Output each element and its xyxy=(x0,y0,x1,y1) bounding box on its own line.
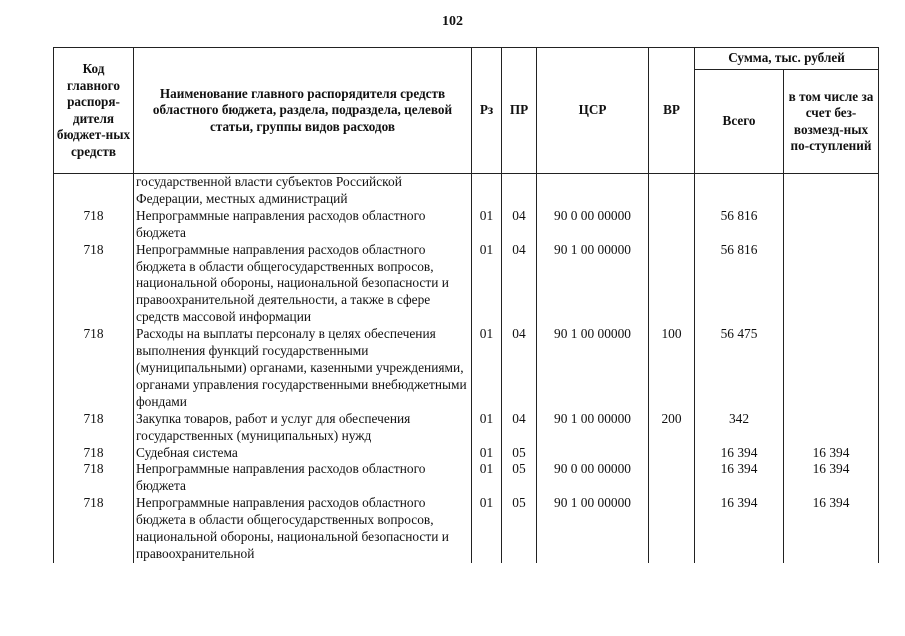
row-code: 718 xyxy=(54,411,134,445)
row-total: 16 394 xyxy=(695,495,784,563)
row-total: 56 475 xyxy=(695,326,784,411)
row-name: Непрограммные направления расходов областного бюджета в области общегосударственных вопросов, национальной обороны, национальной безопасности и правоохранительной xyxy=(134,495,472,563)
row-pr: 04 xyxy=(502,242,537,327)
row-code: 718 xyxy=(54,461,134,495)
row-csr: 90 1 00 00000 xyxy=(537,411,649,445)
row-code: 718 xyxy=(54,208,134,242)
row-total: 16 394 xyxy=(695,445,784,462)
table-header xyxy=(54,48,879,174)
row-free xyxy=(784,208,879,242)
row-csr: 90 1 00 00000 xyxy=(537,326,649,411)
row-rz: 01 xyxy=(472,326,502,411)
row-free: 16 394 xyxy=(784,445,879,462)
row-vr: 200 xyxy=(649,411,695,445)
header-csr: ЦСР xyxy=(537,48,649,174)
row-pr: 04 xyxy=(502,208,537,242)
row-rz xyxy=(472,174,502,208)
row-name: Судебная система xyxy=(134,445,472,462)
row-pr: 05 xyxy=(502,461,537,495)
row-vr xyxy=(649,461,695,495)
row-name: Непрограммные направления расходов областного бюджета xyxy=(134,208,472,242)
header-vr: ВР xyxy=(649,48,695,174)
row-total xyxy=(695,174,784,208)
row-vr xyxy=(649,495,695,563)
row-vr xyxy=(649,242,695,327)
row-name: Расходы на выплаты персоналу в целях обеспечения выполнения функций государственными (муниципальными) органами, казенными учреждениями, органами управления государственными внебюджетными фондами xyxy=(134,326,472,411)
row-code: 718 xyxy=(54,445,134,462)
row-free: 16 394 xyxy=(784,495,879,563)
row-csr: 90 1 00 00000 xyxy=(537,242,649,327)
table-row xyxy=(54,411,879,445)
table-row xyxy=(54,326,879,411)
row-csr xyxy=(537,445,649,462)
row-total: 342 xyxy=(695,411,784,445)
row-free: 16 394 xyxy=(784,461,879,495)
table-row xyxy=(54,495,879,563)
header-total: Всего xyxy=(695,70,784,174)
row-pr xyxy=(502,174,537,208)
row-csr: 90 0 00 00000 xyxy=(537,208,649,242)
row-free xyxy=(784,242,879,327)
row-rz: 01 xyxy=(472,461,502,495)
table-body xyxy=(54,174,879,563)
row-code xyxy=(54,174,134,208)
row-name: государственной власти субъектов Российской Федерации, местных администраций xyxy=(134,174,472,208)
row-vr: 100 xyxy=(649,326,695,411)
row-code: 718 xyxy=(54,326,134,411)
header-rz: Рз xyxy=(472,48,502,174)
table-row xyxy=(54,242,879,327)
row-name: Закупка товаров, работ и услуг для обеспечения государственных (муниципальных) нужд xyxy=(134,411,472,445)
header-free: в том числе за счет без-возмезд-ных по-ступлений xyxy=(784,70,879,174)
row-free xyxy=(784,174,879,208)
row-csr: 90 0 00 00000 xyxy=(537,461,649,495)
page-number: 102 xyxy=(442,14,463,29)
row-free xyxy=(784,411,879,445)
row-csr xyxy=(537,174,649,208)
header-sum: Сумма, тыс. рублей xyxy=(695,48,879,70)
row-pr: 04 xyxy=(502,326,537,411)
row-rz: 01 xyxy=(472,242,502,327)
row-total: 16 394 xyxy=(695,461,784,495)
row-pr: 05 xyxy=(502,495,537,563)
row-rz: 01 xyxy=(472,495,502,563)
row-total: 56 816 xyxy=(695,208,784,242)
row-pr: 05 xyxy=(502,445,537,462)
table-row xyxy=(54,461,879,495)
row-code: 718 xyxy=(54,242,134,327)
row-name: Непрограммные направления расходов областного бюджета xyxy=(134,461,472,495)
header-code: Код главного распоря-дителя бюджет-ных средств xyxy=(54,48,134,174)
row-free xyxy=(784,326,879,411)
table-row xyxy=(54,174,879,208)
table-row xyxy=(54,208,879,242)
header-name: Наименование главного распорядителя средств областного бюджета, раздела, подраздела, целевой статьи, группы видов расходов xyxy=(134,48,472,174)
row-total: 56 816 xyxy=(695,242,784,327)
table-row xyxy=(54,445,879,462)
row-vr xyxy=(649,174,695,208)
row-vr xyxy=(649,208,695,242)
row-vr xyxy=(649,445,695,462)
row-name: Непрограммные направления расходов областного бюджета в области общегосударственных вопросов, национальной обороны, национальной безопасности и правоохранительной деятельности, а также в сфере средств массовой информации xyxy=(134,242,472,327)
row-csr: 90 1 00 00000 xyxy=(537,495,649,563)
header-pr: ПР xyxy=(502,48,537,174)
row-code: 718 xyxy=(54,495,134,563)
row-rz: 01 xyxy=(472,411,502,445)
row-rz: 01 xyxy=(472,208,502,242)
row-pr: 04 xyxy=(502,411,537,445)
budget-table xyxy=(53,47,879,563)
row-rz: 01 xyxy=(472,445,502,462)
